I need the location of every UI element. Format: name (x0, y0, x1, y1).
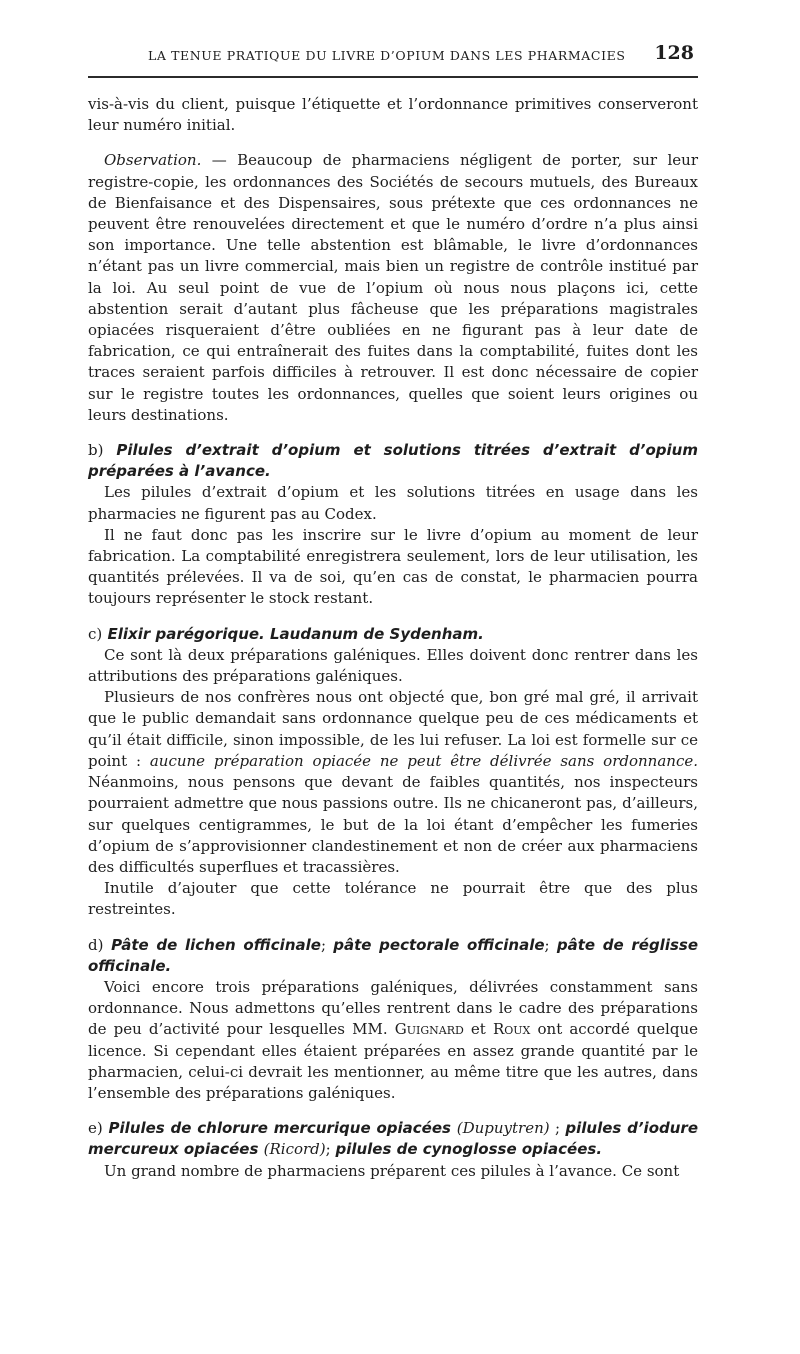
header-rule (88, 76, 698, 78)
section-c-text-a: Plusieurs de nos confrères nous ont objecté que, bon gré mal gré, il arrivait que le public demandait sans ordonnance quelque peu de ces médicaments et qu’il était difficile, sinon impossible, de les lui refuser. La loi est formelle sur ce point : (88, 688, 698, 770)
section-b-title: Pilules d’extrait d’opium et solutions titrées d’extrait d’opium préparées à l’avance. (88, 441, 698, 481)
page-body (88, 94, 698, 1182)
page-header (88, 42, 698, 72)
section-d-conjunction: et (463, 1020, 493, 1039)
section-c-label: c) (88, 624, 103, 643)
section-d-label: d) (88, 935, 104, 954)
section-e-title-3: pilules de cynoglosse opiacées. (335, 1140, 603, 1159)
observation-text: — Beaucoup de pharmaciens négligent de porter, sur leur registre-copie, les ordonnances des Sociétés de secours mutuels, des Bureaux de Bienfaisance et des Dispensaires, sous prétexte que ces ordonnances ne peuvent être renouvelées directement et que le numéro d’ordre n’a plus ainsi son importance. Une telle abstention est blâmable, le livre d’ordonnances n’étant pas un livre commercial, mais bien un registre de contrôle institué par la loi. Au seul point de vue de l’opium où nous nous plaçons ici, cette abstention serait d’autant plus fâcheuse que les préparations magistrales opiacées risqueraient d’être oubliées en ne figurant pas à leur date de fabrication, ce qui entraînerait des fuites dans la comptabilité, fuites dont les traces seraient parfois difficiles à retrouver. Il est donc nécessaire de copier sur le registre toutes les ordonnances, quelles que soient leurs origines ou leurs destinations. (88, 151, 698, 424)
section-c-paragraph-3: Inutile d’ajouter que cette tolérance ne pourrait être que des plus restreintes. (88, 879, 698, 919)
section-b-paragraph-2: Il ne faut donc pas les inscrire sur le livre d’opium au moment de leur fabrication. La comptabilité enregistrera seulement, lors de leur utilisation, les quantités prélevées. Il va de soi, qu’en cas de constat, le pharmacien pourra toujours représenter le stock restant. (88, 525, 698, 608)
law-quote: aucune préparation opiacée ne peut être délivrée sans ordonnance. (149, 751, 698, 770)
observation-paragraph (88, 150, 698, 426)
section-e-separator-2: ; (325, 1140, 336, 1159)
section-c-title: Elixir parégorique. Laudanum de Sydenham. (102, 624, 484, 643)
section-d-title-2: pâte pectorale officinale (333, 935, 545, 954)
section-d-separator-2: ; (544, 935, 557, 954)
section-c-paragraph-1: Ce sont là deux préparations galéniques. Elles doivent donc rentrer dans les attributions des préparations galéniques. (88, 645, 698, 686)
author-name-guignard: Guignard (394, 1020, 464, 1039)
section-d-text-b: ont accordé quelque licence. Si cependant elles étaient préparées en assez grande quantité par le pharmacien, celui-ci devrait les mentionner, au même titre que les autres, dans l’ensemble des préparations galéniques. (88, 1020, 698, 1102)
section-c-heading (88, 624, 698, 645)
observation-label: Observation. (104, 151, 202, 170)
section-e-title-1: Pilules de chlorure mercurique opiacées (102, 1119, 457, 1138)
section-b-paragraph-1: Les pilules d’extrait d’opium et les solutions titrées en usage dans les pharmacies ne figurent pas au Codex. (88, 483, 698, 523)
section-e-author-2: (Ricord) (263, 1140, 326, 1159)
section-d-separator-1: ; (320, 935, 334, 954)
section-c-text-b: Néanmoins, nous pensons que devant de faibles quantités, nos inspecteurs pourraient admettre que nous passions outre. Ils ne chicaneront pas, d’ailleurs, sur quelques centigrammes, le but de la loi étant d’empêcher les fumeries d’opium de s’approvisionner clandestinement et non de créer aux pharmaciens des difficultés superflues et tracassières. (88, 773, 698, 876)
section-e-paragraph-1: Un grand nombre de pharmaciens préparent ces pilules à l’avance. Ce sont (104, 1161, 680, 1180)
section-e-title-2: pilules d’iodure mercureux opiacées (88, 1119, 698, 1159)
section-e-heading (88, 1118, 698, 1160)
continuation-paragraph: vis-à-vis du client, puisque l’étiquette et l’ordonnance primitives conserveront leur numéro initial. (88, 95, 698, 135)
section-c-paragraph-2 (88, 687, 698, 878)
section-d-title-3: pâte de réglisse officinale. (88, 935, 698, 975)
section-b-heading (88, 440, 698, 482)
section-d-paragraph-1 (88, 977, 698, 1104)
section-e-author-1: (Dupuytren) (456, 1119, 550, 1138)
section-d-heading (88, 935, 698, 977)
section-d-title-1: Pâte de lichen officinale (103, 935, 321, 954)
section-b-label: b) (88, 441, 104, 460)
page-number: 128 (654, 42, 694, 64)
section-d-text-a: Voici encore trois préparations galéniques, délivrées constamment sans ordonnance. Nous admettons qu’elles rentrent dans le cadre des préparations de peu d’activité pour lesquelles MM. (88, 977, 698, 1039)
author-name-roux: Roux (492, 1020, 531, 1039)
running-title: LA TENUE PRATIQUE DU LIVRE D’OPIUM DANS LES PHARMACIES (148, 48, 626, 63)
section-e-label: e) (88, 1119, 103, 1138)
section-e-separator-1: ; (549, 1119, 566, 1138)
